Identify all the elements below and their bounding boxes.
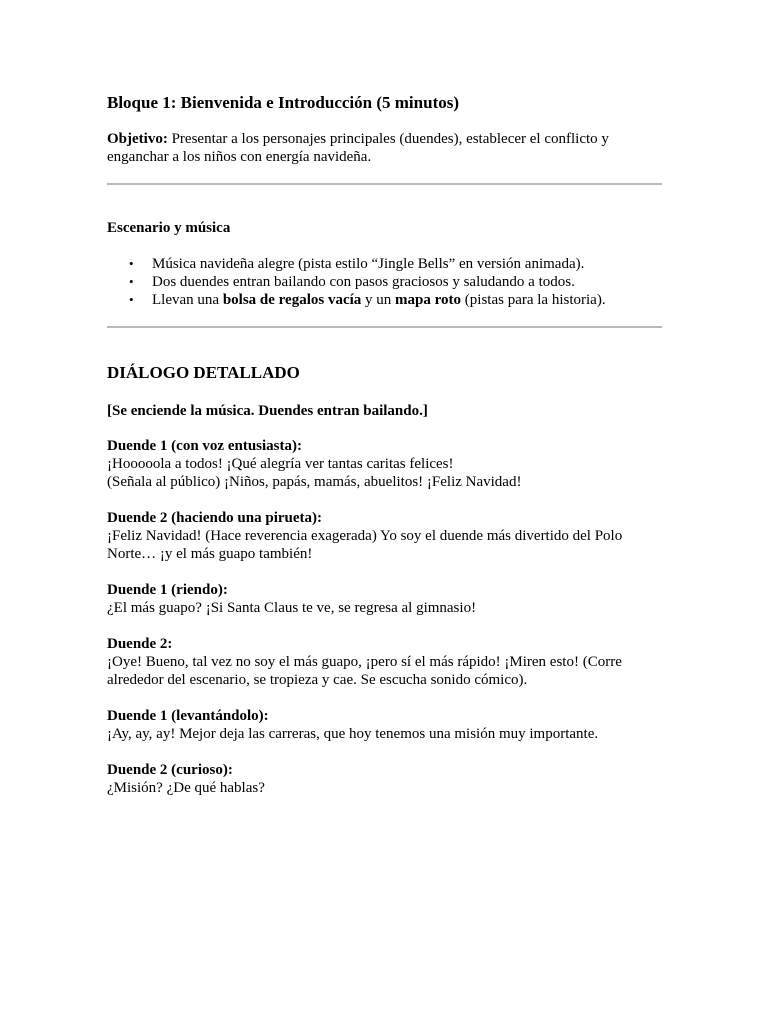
block-title: Bloque 1: Bienvenida e Introducción (5 minutos) <box>107 93 460 112</box>
dialogue-line: ¡Oye! Bueno, tal vez no soy el más guapo, ¡pero sí el más rápido! ¡Miren esto! (Corre alrededor del escenario, se tropieza y cae. Se escucha sonido cómico). <box>107 654 622 688</box>
scene-heading: Escenario y música <box>107 220 231 236</box>
dialogue-entry <box>107 635 662 689</box>
list-item <box>107 255 662 273</box>
objective-label: Objetivo: <box>107 131 168 147</box>
dialogue-list <box>107 437 662 815</box>
dialogue-entry <box>107 509 662 563</box>
speaker-label: Duende 2 (haciendo una pirueta): <box>107 510 323 526</box>
speaker-label: Duende 2 (curioso): <box>107 762 233 778</box>
list-item <box>107 291 662 309</box>
dialogue-entry <box>107 707 662 743</box>
dialogue-entry <box>107 761 662 797</box>
dialogue-entry <box>107 581 662 617</box>
list-item-text-pre: Llevan una <box>152 292 223 308</box>
bullet-icon: • <box>129 274 134 289</box>
empty-gift-bag-text: bolsa de regalos vacía <box>222 292 362 308</box>
dialogue-line: ¿Misión? ¿De qué hablas? <box>107 780 265 796</box>
dialogue-line: ¡Hooooola a todos! ¡Qué alegría ver tantas caritas felices! <box>107 456 454 472</box>
dialogue-line: (Señala al público) ¡Niños, papás, mamás, abuelitos! ¡Feliz Navidad! <box>107 474 522 490</box>
bullet-icon: • <box>129 256 134 271</box>
list-item-text: Música navideña alegre (pista estilo “Jingle Bells” en versión animada). <box>152 256 585 272</box>
dialogue-line: ¡Ay, ay, ay! Mejor deja las carreras, que hoy tenemos una misión muy importante. <box>107 726 599 742</box>
divider <box>107 183 662 185</box>
divider <box>107 326 662 328</box>
dialogue-line: ¿El más guapo? ¡Si Santa Claus te ve, se regresa al gimnasio! <box>107 600 477 616</box>
dialogue-title: DIÁLOGO DETALLADO <box>107 363 300 382</box>
speaker-label: Duende 1 (riendo): <box>107 582 228 598</box>
list-item-text-mid: y un <box>361 292 396 308</box>
broken-map-text: mapa roto <box>395 292 462 308</box>
bullet-icon: • <box>129 292 134 307</box>
list-item-text: Dos duendes entran bailando con pasos graciosos y saludando a todos. <box>152 274 575 290</box>
speaker-label: Duende 2: <box>107 636 173 652</box>
list-item-text-post: (pistas para la historia). <box>461 292 606 308</box>
speaker-label: Duende 1 (con voz entusiasta): <box>107 438 302 454</box>
list-item <box>107 273 662 291</box>
objective-paragraph <box>107 130 662 166</box>
dialogue-line: ¡Feliz Navidad! (Hace reverencia exagerada) Yo soy el duende más divertido del Polo Norte… ¡y el más guapo también! <box>107 528 623 562</box>
speaker-label: Duende 1 (levantándolo): <box>107 708 269 724</box>
dialogue-entry <box>107 437 662 491</box>
objective-text: Presentar a los personajes principales (duendes), establecer el conflicto y enganchar a los niños con energía navideña. <box>107 131 609 165</box>
stage-direction: [Se enciende la música. Duendes entran bailando.] <box>107 403 428 419</box>
scene-list <box>107 255 662 309</box>
